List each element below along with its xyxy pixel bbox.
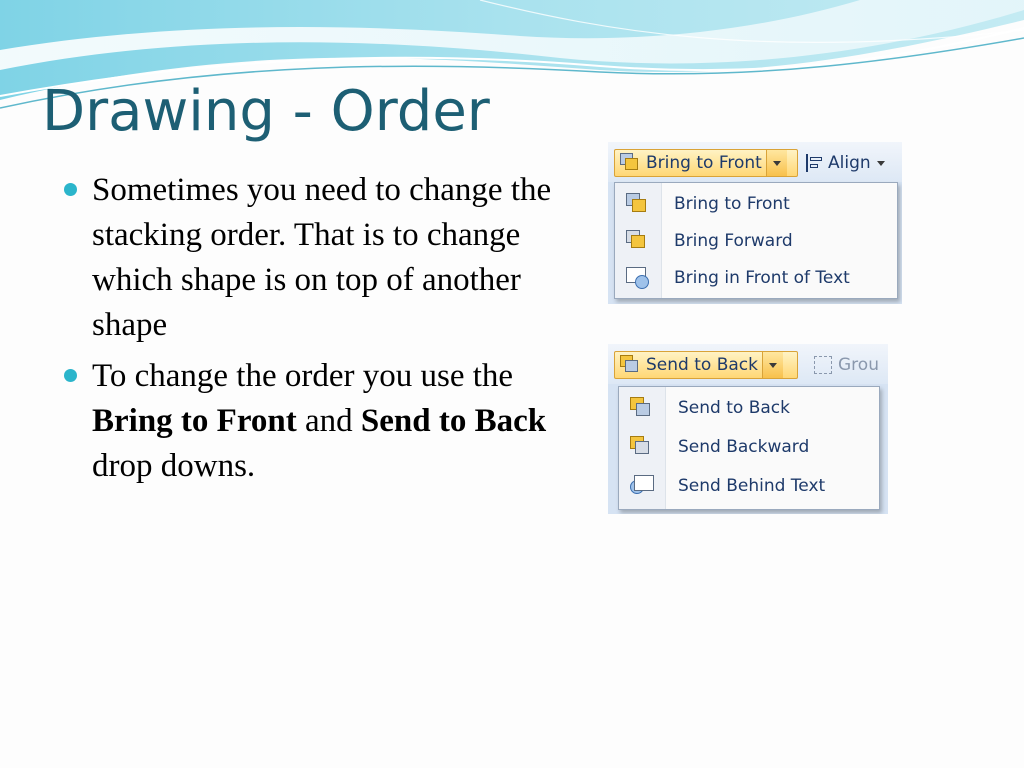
menu-item-bring-forward[interactable]: [615, 222, 897, 259]
bullet-bold-send-to-back: Send to Back: [360, 403, 547, 439]
menu-item-send-backward[interactable]: [619, 428, 879, 465]
send-to-back-icon: [620, 355, 640, 375]
menu-item-label: Bring in Front of Text: [674, 267, 850, 288]
menu-item-send-to-back[interactable]: [619, 389, 879, 426]
bring-in-front-of-text-icon: [626, 267, 650, 289]
align-button[interactable]: [806, 151, 885, 175]
bullet-item: [64, 168, 554, 348]
bullet-bold-bring-to-front: Bring to Front: [92, 403, 297, 439]
bullet-text: Sometimes you need to change the stacking order. That is to change which shape is on top of another shape: [92, 172, 552, 343]
send-behind-text-icon: [630, 475, 654, 497]
send-to-back-icon: [630, 397, 654, 419]
slide-title: Drawing - Order: [42, 79, 490, 144]
menu-item-send-behind-text[interactable]: [619, 467, 879, 504]
send-to-back-dropdown-arrow[interactable]: [762, 352, 783, 378]
send-to-back-button-label: Send to Back: [646, 355, 758, 375]
group-icon: [814, 356, 832, 374]
menu-item-label: Send Behind Text: [678, 475, 826, 496]
menu-item-bring-in-front-of-text[interactable]: [615, 259, 897, 296]
align-label: Align: [828, 153, 871, 173]
chevron-down-icon: [877, 161, 885, 170]
align-icon: [806, 154, 822, 172]
bullet-dot-icon: [64, 369, 77, 382]
bring-to-front-icon: [626, 193, 650, 215]
bullet-dot-icon: [64, 183, 77, 196]
group-button[interactable]: [814, 353, 879, 377]
send-to-back-button[interactable]: [614, 351, 798, 379]
send-backward-icon: [630, 436, 654, 458]
bring-to-front-screenshot: [608, 142, 902, 304]
bring-forward-icon: [626, 230, 650, 252]
menu-item-label: Bring to Front: [674, 193, 790, 214]
bullet-list: [64, 168, 554, 495]
menu-item-label: Send Backward: [678, 436, 810, 457]
bring-to-front-button-label: Bring to Front: [646, 153, 762, 173]
bullet-item: [64, 354, 554, 489]
bring-to-front-icon: [620, 153, 640, 173]
menu-item-bring-to-front[interactable]: [615, 185, 897, 222]
bring-to-front-dropdown-arrow[interactable]: [766, 150, 787, 176]
group-label: Grou: [838, 355, 879, 375]
send-to-back-menu: [618, 386, 880, 510]
bring-to-front-menu: [614, 182, 898, 299]
bullet-text-middle: and: [296, 403, 361, 439]
bring-to-front-button[interactable]: [614, 149, 798, 177]
send-to-back-screenshot: [608, 344, 888, 514]
bullet-text-before: To change the order you use the: [92, 358, 514, 394]
menu-item-label: Bring Forward: [674, 230, 793, 251]
bullet-text-after: drop downs.: [92, 448, 256, 484]
menu-item-label: Send to Back: [678, 397, 790, 418]
